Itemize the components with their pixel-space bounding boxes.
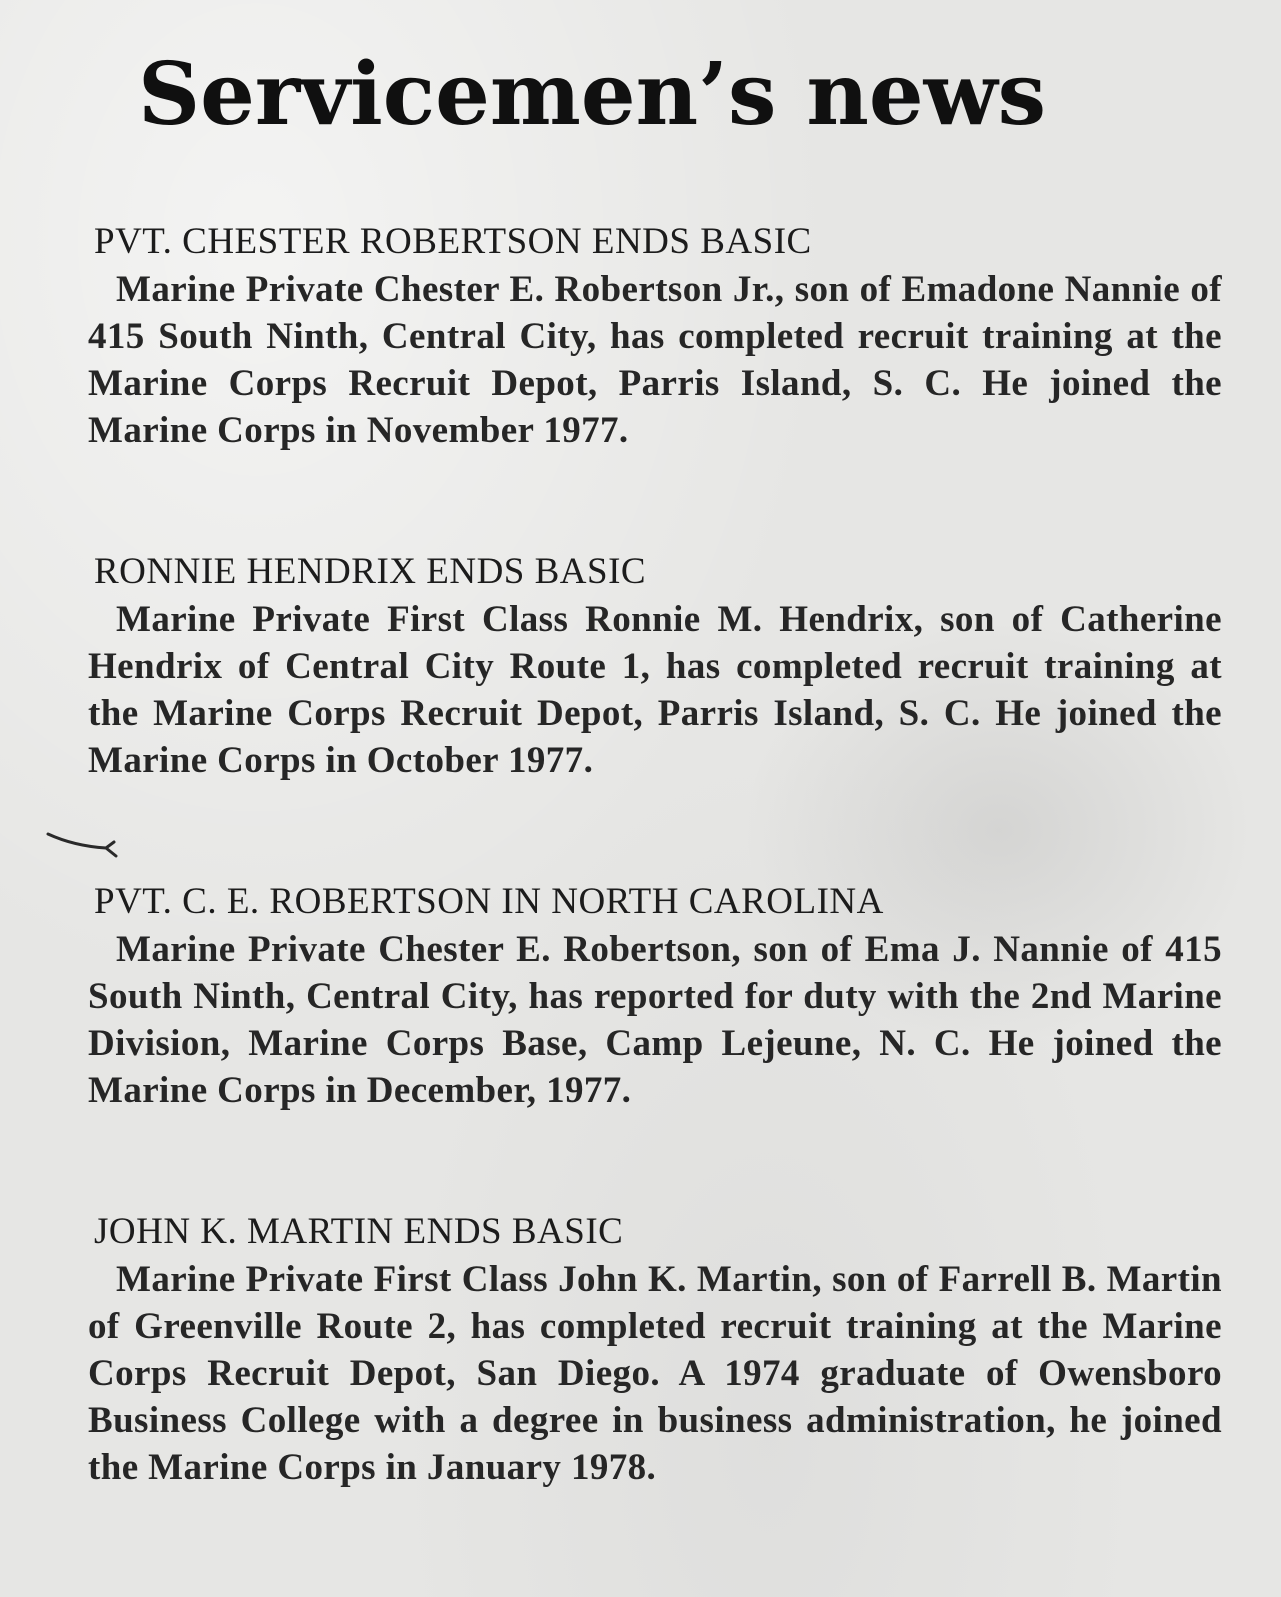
article-robertson-north-carolina <box>88 878 1222 1114</box>
article-robertson-basic <box>88 218 1222 454</box>
article-body: Marine Private First Class John K. Martin, son of Farrell B. Martin of Greenville Route 2, has completed recruit training at the Marine Corps Recruit Depot, San Diego. A 1974 graduate of Owensboro Business College with a degree in business administration, he joined the Marine Corps in January 1978. <box>88 1259 1222 1488</box>
page-title: Servicemen’s news <box>138 44 1047 145</box>
pen-mark-icon <box>44 828 124 858</box>
article-headline: JOHN K. MARTIN ENDS BASIC <box>94 1211 624 1252</box>
article-body: Marine Private First Class Ronnie M. Hendrix, son of Catherine Hendrix of Central City Route 1, has completed recruit training at the Marine Corps Recruit Depot, Parris Island, S. C. He joined the Marine Corps in October 1977. <box>88 599 1222 781</box>
article-martin-basic <box>88 1208 1222 1491</box>
article-body: Marine Private Chester E. Robertson Jr., son of Emadone Nannie of 415 South Ninth, Central City, has completed recruit training at the Marine Corps Recruit Depot, Parris Island, S. C. He joined the Marine Corps in November 1977. <box>88 269 1222 451</box>
article-hendrix-basic <box>88 548 1222 784</box>
article-headline: PVT. C. E. ROBERTSON IN NORTH CAROLINA <box>94 881 884 922</box>
article-headline: PVT. CHESTER ROBERTSON ENDS BASIC <box>94 221 812 262</box>
article-body: Marine Private Chester E. Robertson, son of Ema J. Nannie of 415 South Ninth, Central City, has reported for duty with the 2nd Marine Division, Marine Corps Base, Camp Lejeune, N. C. He joined the Marine Corps in December, 1977. <box>88 929 1222 1111</box>
article-headline: RONNIE HENDRIX ENDS BASIC <box>94 551 647 592</box>
